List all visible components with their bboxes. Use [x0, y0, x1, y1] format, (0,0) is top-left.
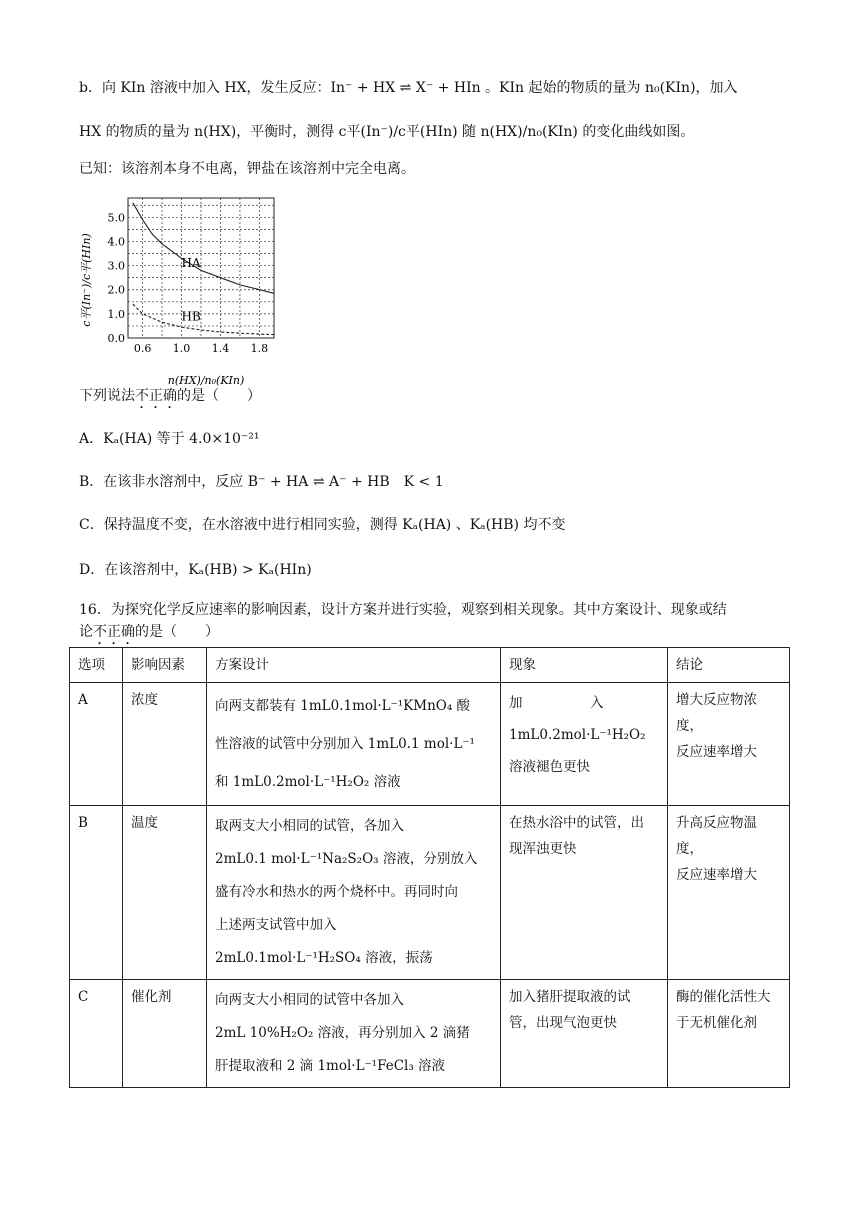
header-design: 方案设计	[207, 648, 501, 683]
chart-x-tick: 1.8	[250, 342, 269, 355]
chart-y-tick: 4.0	[107, 235, 125, 249]
header-factor: 影响因素	[123, 648, 207, 683]
chart-series-hb	[133, 304, 274, 334]
row-c-factor: 催化剂	[123, 980, 207, 1088]
chart-x-label: n(HX)/n₀(KIn)	[167, 374, 245, 387]
chart-x-tick: 0.6	[133, 342, 152, 355]
header-option: 选项	[70, 648, 123, 683]
row-b-design: 取两支大小相同的试管，各加入 2mL0.1 mol·L⁻¹Na₂S₂O₃ 溶液，分别放入 盛有冷水和热水的两个烧杯中。再同时向 上述两支试管中加入 2mL0.1mol·L⁻¹H₂SO₄ 溶液，振荡	[207, 806, 501, 980]
q15-option-a: A．Kₐ(HA) 等于 4.0×10⁻²¹	[79, 431, 260, 447]
ratio-chart	[80, 190, 288, 390]
table-header-row	[70, 648, 790, 683]
row-b-factor: 温度	[123, 806, 207, 980]
q15-option-d: D．在该溶剂中，Kₐ(HB) > Kₐ(HIn)	[79, 562, 312, 578]
chart-series-label-hb: HB	[181, 309, 201, 324]
chart-y-tick: 2.0	[107, 283, 125, 297]
row-a-option: A	[70, 683, 123, 806]
q15b-line1: b．向 KIn 溶液中加入 HX，发生反应：In⁻ + HX ⇌ X⁻ + HIn 。KIn 起始的物质的量为 n₀(KIn)，加入	[79, 80, 738, 96]
chart-y-label: c平(In⁻)/c平(HIn)	[80, 233, 93, 327]
chart-series-label-ha: HA	[181, 256, 201, 271]
row-c-option: C	[70, 980, 123, 1088]
q16-stem-line1: 16．为探究化学反应速率的影响因素，设计方案并进行实验，观察到相关现象。其中方案设计、现象或结	[79, 602, 727, 618]
emphasis-not-correct: 不正确	[135, 388, 177, 404]
q16-stem-line2: 论不正确的是（ ）	[79, 624, 219, 640]
row-b-option: B	[70, 806, 123, 980]
q15-stem: 下列说法不正确的是（ ）	[79, 388, 261, 404]
q15-option-b: B．在该非水溶剂中，反应 B⁻ + HA ⇌ A⁻ + HB K < 1	[79, 474, 444, 490]
row-a-phenomenon: 加 入 1mL0.2mol·L⁻¹H₂O₂ 溶液褪色更快	[501, 683, 668, 806]
row-c-design: 向两支大小相同的试管中各加入 2mL 10%H₂O₂ 溶液，再分别加入 2 滴猪 肝提取液和 2 滴 1mol·L⁻¹FeCl₃ 溶液	[207, 980, 501, 1088]
header-conclusion: 结论	[668, 648, 790, 683]
row-b-phenomenon: 在热水浴中的试管，出 现浑浊更快	[501, 806, 668, 980]
q15b-line3: 已知：该溶剂本身不电离，钾盐在该溶剂中完全电离。	[79, 161, 415, 177]
row-a-factor: 浓度	[123, 683, 207, 806]
emphasis-not-correct: 不正确	[93, 624, 135, 640]
chart-y-tick: 5.0	[107, 211, 125, 225]
table-row	[70, 980, 790, 1088]
chart-x-tick: 1.0	[172, 342, 191, 355]
row-c-phenomenon: 加入猪肝提取液的试 管，出现气泡更快	[501, 980, 668, 1088]
row-a-design: 向两支都装有 1mL0.1mol·L⁻¹KMnO₄ 酸 性溶液的试管中分别加入 1mL0.1 mol·L⁻¹ 和 1mL0.2mol·L⁻¹H₂O₂ 溶液	[207, 683, 501, 806]
chart-y-tick: 0.0	[107, 332, 125, 345]
chart-y-tick: 3.0	[107, 259, 125, 273]
chart-y-tick: 1.0	[107, 307, 125, 321]
q15-option-c: C．保持温度不变，在水溶液中进行相同实验，测得 Kₐ(HA) 、Kₐ(HB) 均不变	[79, 517, 566, 533]
q15b-line2: HX 的物质的量为 n(HX)，平衡时，测得 c平(In⁻)/c平(HIn) 随 n(HX)/n₀(KIn) 的变化曲线如图。	[79, 124, 695, 140]
header-phenomenon: 现象	[501, 648, 668, 683]
chart-x-tick: 1.4	[211, 342, 230, 355]
chart-series-ha	[133, 203, 274, 293]
row-c-conclusion: 酶的催化活性大 于无机催化剂	[668, 980, 790, 1088]
row-b-conclusion: 升高反应物温度， 反应速率增大	[668, 806, 790, 980]
row-a-conclusion: 增大反应物浓度， 反应速率增大	[668, 683, 790, 806]
table-row	[70, 683, 790, 806]
experiment-table	[69, 647, 790, 1088]
table-row	[70, 806, 790, 980]
